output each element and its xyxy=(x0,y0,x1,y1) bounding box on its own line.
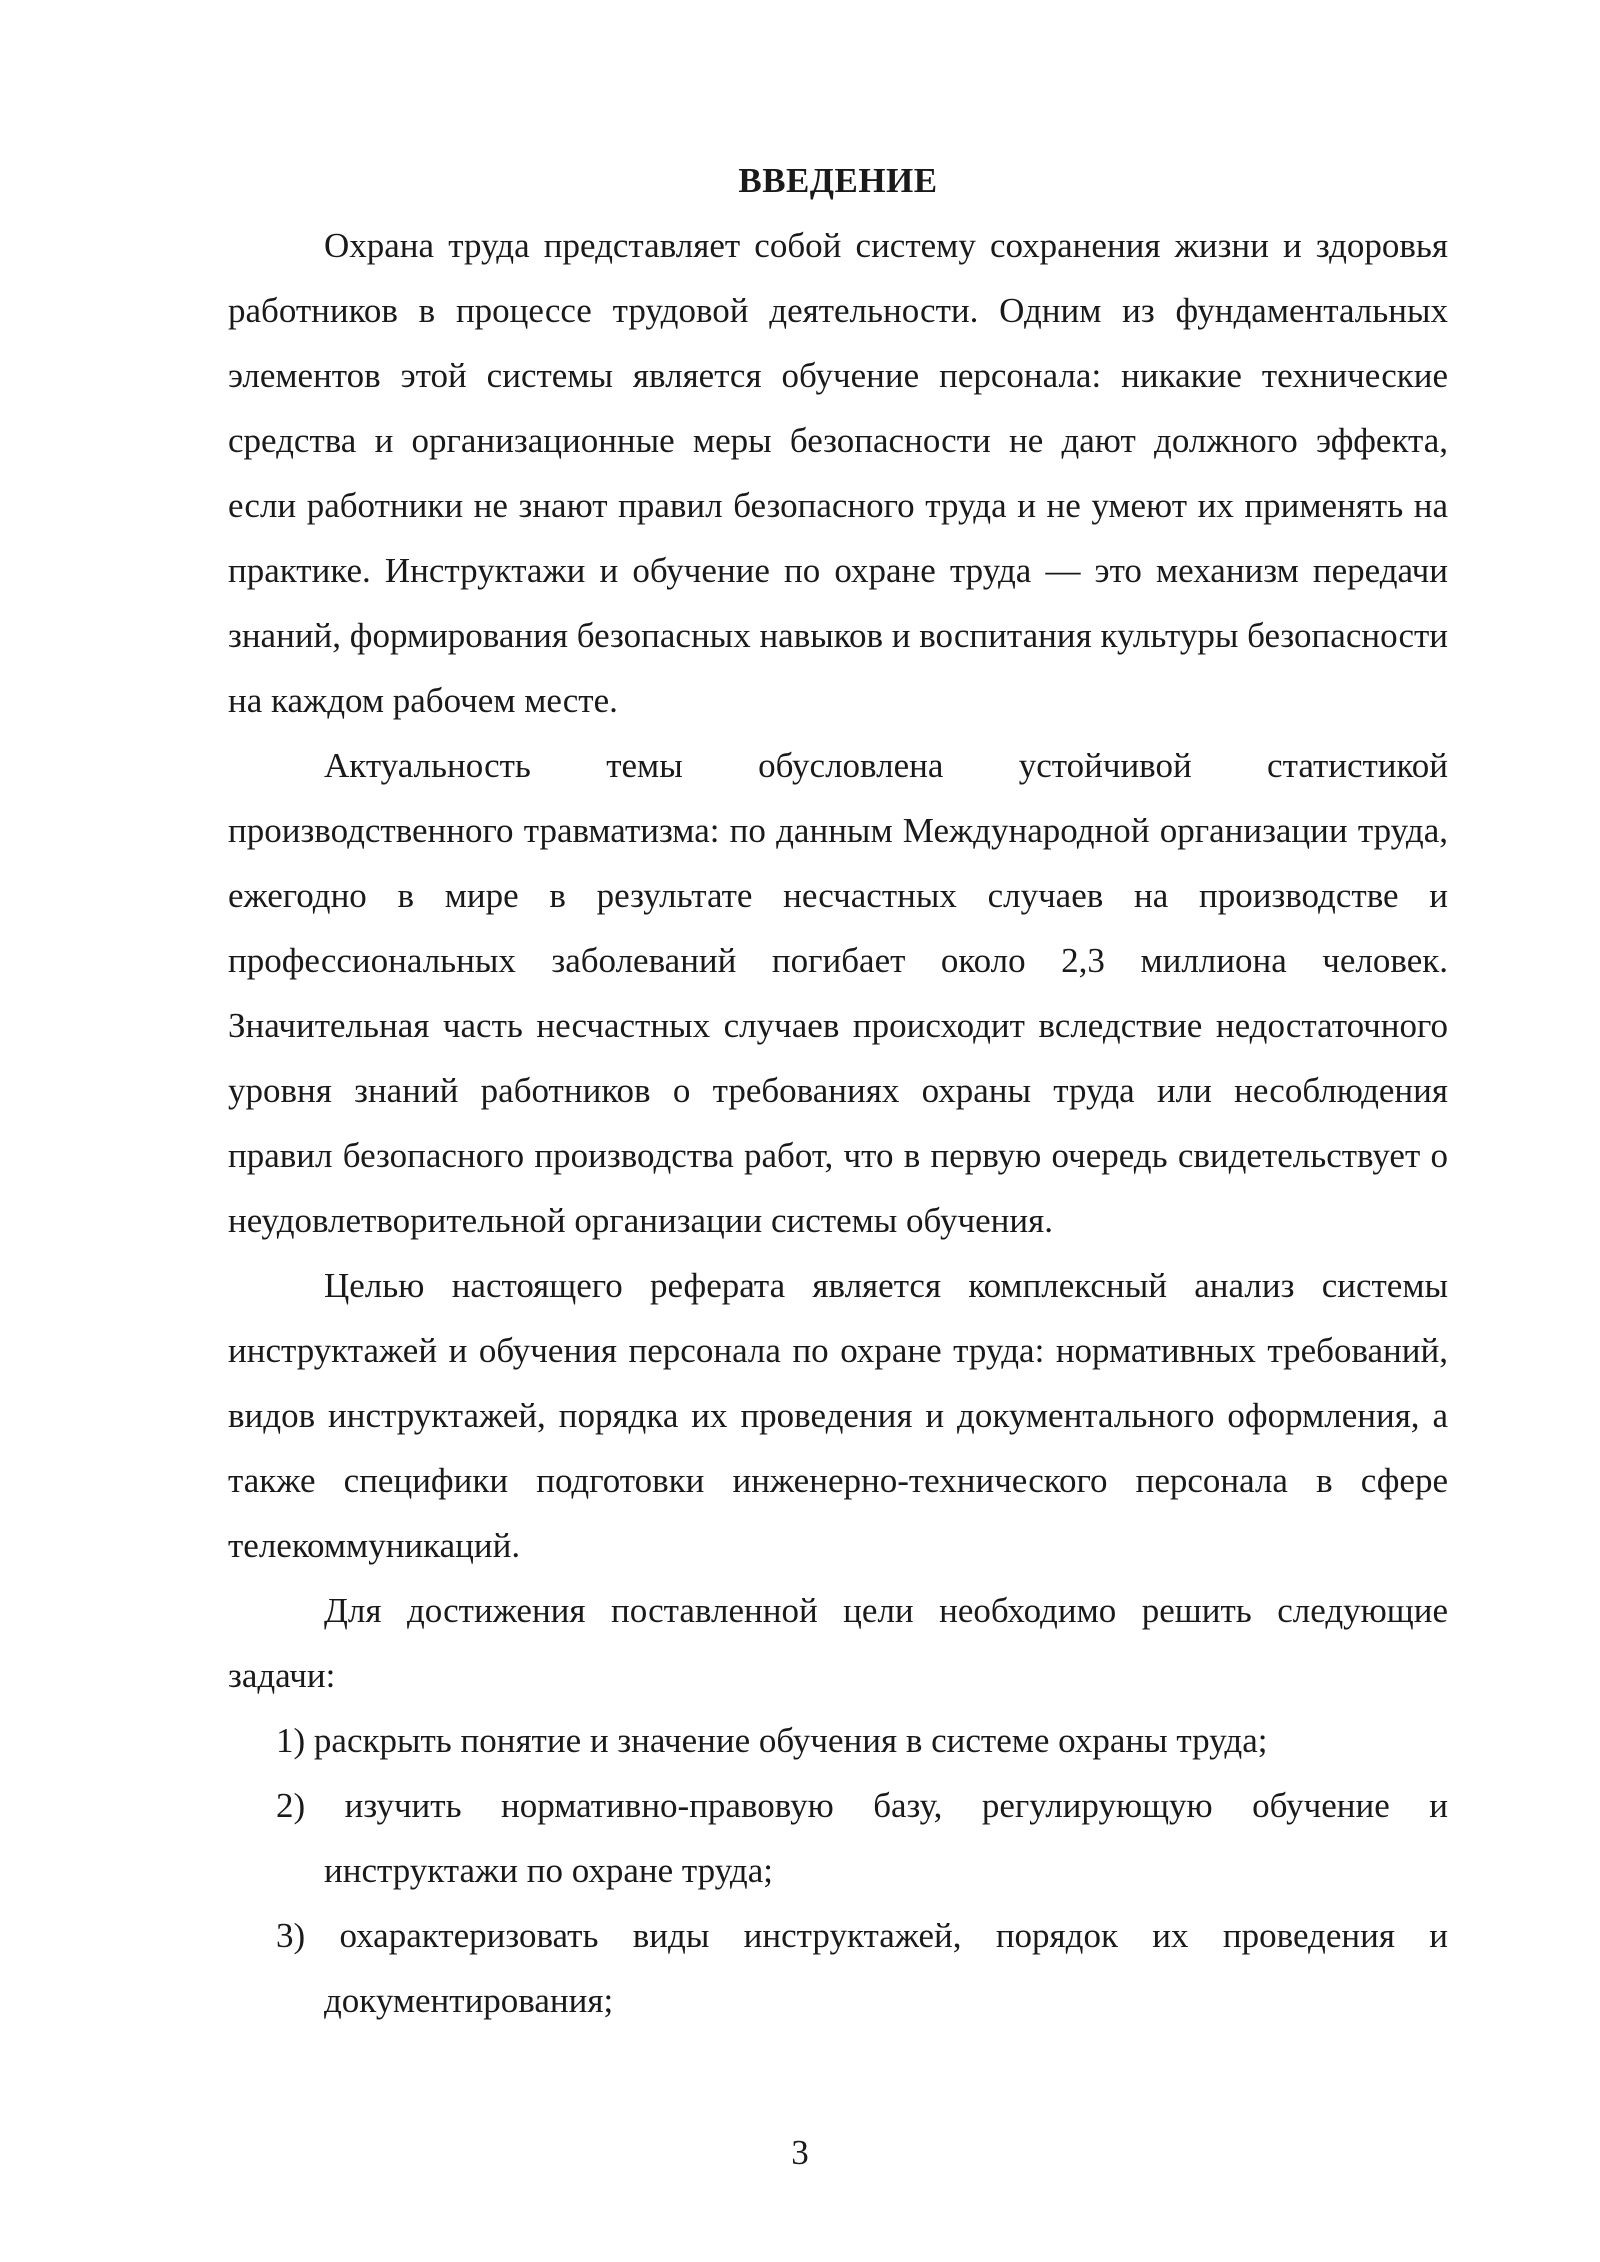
section-title: ВВЕДЕНИЕ xyxy=(738,161,938,200)
tasks-list xyxy=(228,1708,1448,2033)
paragraph-intro: Охрана труда представляет собой систему сохранения жизни и здоровья работников в процессе трудовой деятельности. Одним из фундаментальных элементов этой системы является обучение персонала: никакие технические средства и организационные меры безопасности не дают должного эффекта, если работники не знают правил безопасного труда и не умеют их применять на практике. Инструктажи и обучение по охране труда — это механизм передачи знаний, формирования безопасных навыков и воспитания культуры безопасности на каждом рабочем месте. xyxy=(228,226,1449,720)
list-item: 1) раскрыть понятие и значение обучения в системе охраны труда; xyxy=(276,1721,1268,1760)
page-content xyxy=(228,148,1448,2033)
page-number: 3 xyxy=(791,2133,809,2172)
paragraph-goal: Целью настоящего реферата является комплексный анализ системы инструктажей и обучения персонала по охране труда: нормативных требований, видов инструктажей, порядка их проведения и документального оформления, а также специфики подготовки инженерно-технического персонала в сфере телекоммуникаций. xyxy=(228,1266,1448,1565)
paragraph-tasks-intro: Для достижения поставленной цели необходимо решить следующие задачи: xyxy=(228,1591,1448,1695)
paragraph-relevance: Актуальность темы обусловлена устойчивой статистикой производственного травматизма: по данным Международной организации труда, ежегодно в мире в результате несчастных случаев на производстве и профессиональных заболеваний погибает около 2,3 миллиона человек. Значительная часть несчастных случаев происходит вследствие недостаточного уровня знаний работников о требованиях охраны труда или несоблюдения правил безопасного производства работ, что в первую очередь свидетельствует о неудовлетворительной организации системы обучения. xyxy=(228,746,1448,1240)
list-item: 2) изучить нормативно-правовую базу, регулирующую обучение и инструктажи по охране труда; xyxy=(276,1786,1448,1890)
list-item: 3) охарактеризовать виды инструктажей, порядок их проведения и документирования; xyxy=(276,1916,1448,2020)
